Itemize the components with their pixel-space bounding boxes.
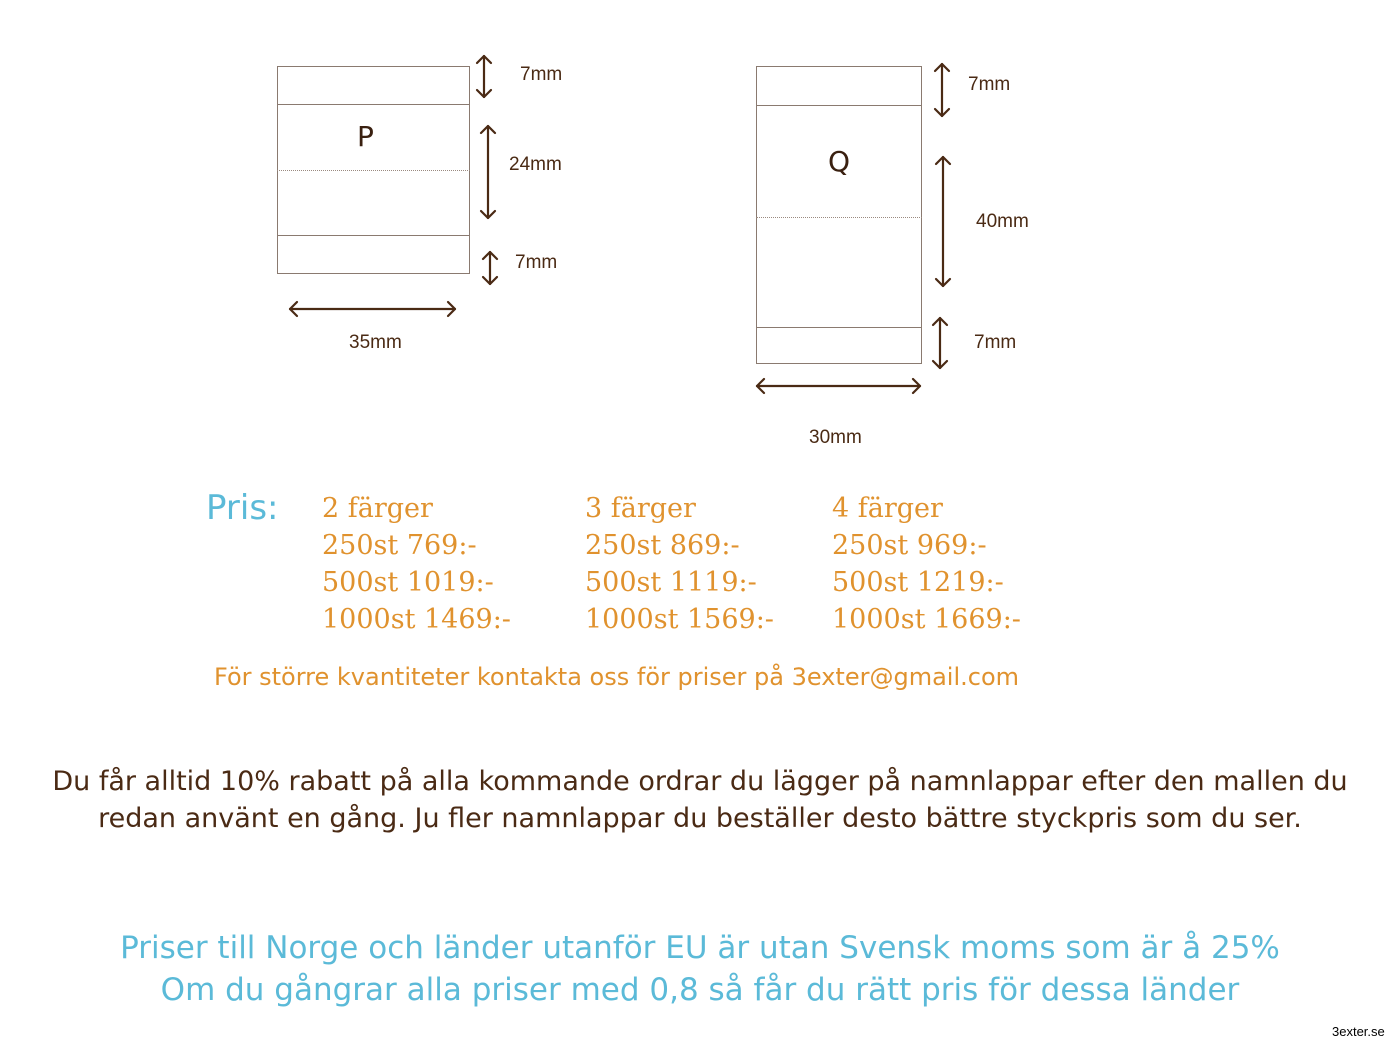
- label-q-dim-top: 7mm: [968, 74, 1011, 95]
- arrow-p-top-icon: [477, 56, 491, 97]
- arrow-p-width-icon: [290, 302, 455, 316]
- price-row: 1000st 1469:-: [322, 604, 511, 635]
- pricing-label: Pris:: [206, 488, 279, 528]
- label-p-dim-middle: 24mm: [509, 154, 562, 175]
- contact-note: För större kvantiteter kontakta oss för priser på 3exter@gmail.com: [214, 663, 1020, 691]
- arrow-q-top-icon: [935, 64, 949, 116]
- price-row: 500st 1119:-: [585, 567, 757, 598]
- label-p-dim-top: 7mm: [520, 64, 563, 85]
- price-row: 250st 969:-: [832, 530, 987, 561]
- label-q-letter: Q: [828, 145, 851, 178]
- arrow-q-width-icon: [757, 379, 920, 393]
- label-p-dim-width: 35mm: [349, 332, 402, 353]
- vat-note-line-1: Priser till Norge och länder utanför EU är utan Svensk moms som är å 25%: [120, 930, 1280, 966]
- label-p-dim-bottom: 7mm: [515, 252, 558, 273]
- price-column-heading: 4 färger: [832, 493, 943, 524]
- arrow-p-middle-icon: [481, 126, 495, 218]
- label-p-letter: P: [357, 120, 374, 153]
- price-column-4-colors: [832, 490, 1021, 638]
- price-row: 1000st 1669:-: [832, 604, 1021, 635]
- price-row: 500st 1219:-: [832, 567, 1004, 598]
- price-column-3-colors: [585, 490, 774, 638]
- price-column-heading: 3 färger: [585, 493, 696, 524]
- arrow-p-bottom-icon: [483, 252, 497, 284]
- price-row: 250st 769:-: [322, 530, 477, 561]
- dimension-arrows: [0, 0, 1400, 460]
- price-row: 250st 869:-: [585, 530, 740, 561]
- price-row: 500st 1019:-: [322, 567, 494, 598]
- arrow-q-middle-icon: [936, 157, 950, 286]
- vat-note-line-2: Om du gångrar alla priser med 0,8 så får du rätt pris för dessa länder: [160, 972, 1240, 1008]
- label-q-dim-width: 30mm: [809, 427, 862, 448]
- site-credit: 3exter.se: [1332, 1024, 1385, 1039]
- label-q-dim-bottom: 7mm: [974, 332, 1017, 353]
- price-column-heading: 2 färger: [322, 493, 433, 524]
- price-column-2-colors: [322, 490, 511, 638]
- price-row: 1000st 1569:-: [585, 604, 774, 635]
- discount-paragraph: Du får alltid 10% rabatt på alla kommande ordrar du lägger på namnlappar efter den mallen du redan använt en gång. Ju fler namnlappar du beställer desto bättre styckpris som du ser.: [52, 766, 1348, 834]
- arrow-q-bottom-icon: [933, 318, 947, 368]
- label-q-dim-middle: 40mm: [976, 211, 1029, 232]
